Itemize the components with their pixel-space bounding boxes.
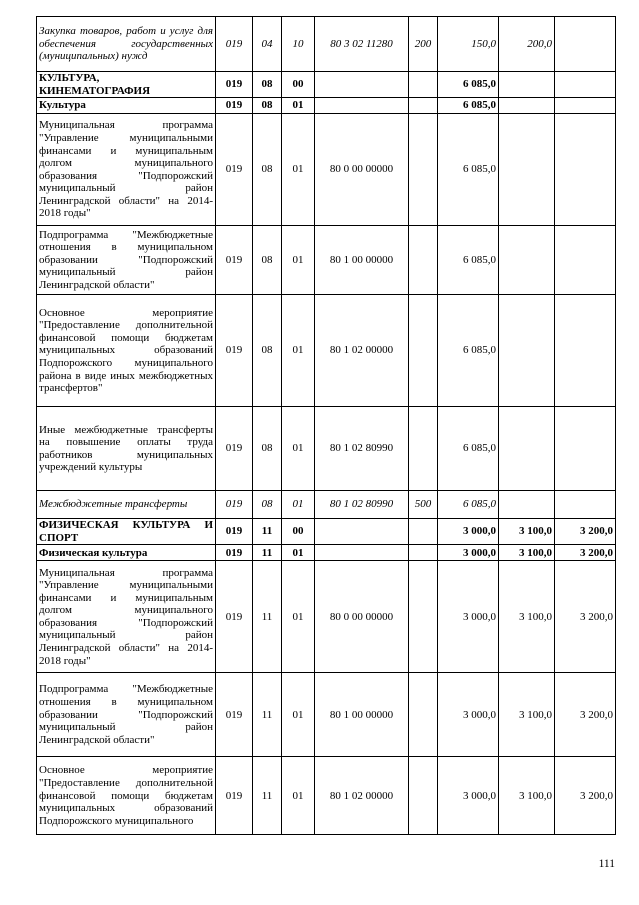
cell-y1: 6 085,0 xyxy=(438,98,499,114)
cell-name: Подпрограмма "Межбюджетные отношения в муниципальном образовании "Подпорожский муниципальный район Ленинградской области" xyxy=(37,226,216,295)
cell-vr xyxy=(409,295,438,407)
table-row xyxy=(37,491,616,519)
cell-csr xyxy=(315,519,409,545)
cell-y3 xyxy=(555,98,616,114)
cell-pr: 01 xyxy=(282,545,315,561)
table-row xyxy=(37,561,616,673)
cell-y1: 6 085,0 xyxy=(438,295,499,407)
cell-rz: 11 xyxy=(253,673,282,757)
cell-csr: 80 3 02 11280 xyxy=(315,17,409,72)
cell-vr: 200 xyxy=(409,17,438,72)
cell-y3: 3 200,0 xyxy=(555,545,616,561)
cell-pr: 01 xyxy=(282,98,315,114)
cell-y1: 150,0 xyxy=(438,17,499,72)
cell-y3 xyxy=(555,72,616,98)
cell-name: ФИЗИЧЕСКАЯ КУЛЬТУРА И СПОРТ xyxy=(37,519,216,545)
cell-y3 xyxy=(555,407,616,491)
cell-csr: 80 1 00 00000 xyxy=(315,673,409,757)
cell-y2: 3 100,0 xyxy=(499,545,555,561)
cell-y1: 6 085,0 xyxy=(438,407,499,491)
cell-rz: 08 xyxy=(253,226,282,295)
cell-y3: 3 200,0 xyxy=(555,757,616,835)
cell-name: Подпрограмма "Межбюджетные отношения в муниципальном образовании "Подпорожский муниципальный район Ленинградской области" xyxy=(37,673,216,757)
cell-csr xyxy=(315,545,409,561)
cell-csr: 80 1 00 00000 xyxy=(315,226,409,295)
cell-rz: 11 xyxy=(253,757,282,835)
cell-y3 xyxy=(555,17,616,72)
cell-y2: 3 100,0 xyxy=(499,673,555,757)
cell-y1: 6 085,0 xyxy=(438,72,499,98)
cell-gr: 019 xyxy=(216,114,253,226)
cell-y2 xyxy=(499,491,555,519)
cell-name: Закупка товаров, работ и услуг для обеспечения государственных (муниципальных) нужд xyxy=(37,17,216,72)
table-row xyxy=(37,295,616,407)
table-body xyxy=(37,17,616,835)
cell-vr xyxy=(409,561,438,673)
table-row xyxy=(37,673,616,757)
cell-pr: 01 xyxy=(282,491,315,519)
table-row xyxy=(37,17,616,72)
cell-vr: 500 xyxy=(409,491,438,519)
cell-gr: 019 xyxy=(216,72,253,98)
cell-y3 xyxy=(555,226,616,295)
cell-rz: 08 xyxy=(253,491,282,519)
cell-vr xyxy=(409,114,438,226)
cell-gr: 019 xyxy=(216,545,253,561)
cell-y1: 6 085,0 xyxy=(438,114,499,226)
cell-csr: 80 1 02 80990 xyxy=(315,491,409,519)
cell-y3 xyxy=(555,295,616,407)
table-row xyxy=(37,226,616,295)
cell-rz: 08 xyxy=(253,295,282,407)
cell-y1: 3 000,0 xyxy=(438,561,499,673)
cell-vr xyxy=(409,407,438,491)
budget-table xyxy=(36,16,616,835)
cell-y2: 3 100,0 xyxy=(499,561,555,673)
cell-pr: 01 xyxy=(282,114,315,226)
cell-rz: 11 xyxy=(253,545,282,561)
cell-name: Межбюджетные трансферты xyxy=(37,491,216,519)
cell-y3: 3 200,0 xyxy=(555,673,616,757)
cell-rz: 11 xyxy=(253,519,282,545)
cell-y1: 3 000,0 xyxy=(438,545,499,561)
cell-pr: 01 xyxy=(282,673,315,757)
cell-vr xyxy=(409,98,438,114)
cell-y2: 3 100,0 xyxy=(499,519,555,545)
cell-y2 xyxy=(499,407,555,491)
cell-y1: 6 085,0 xyxy=(438,226,499,295)
cell-csr xyxy=(315,98,409,114)
cell-rz: 11 xyxy=(253,561,282,673)
cell-vr xyxy=(409,72,438,98)
cell-gr: 019 xyxy=(216,407,253,491)
cell-gr: 019 xyxy=(216,295,253,407)
cell-name: Основное мероприятие "Предоставление дополнительной финансовой помощи бюджетам муниципальных образований Подпорожского муниципального района в виде иных межбюджетных трансфертов" xyxy=(37,295,216,407)
page-number: 111 xyxy=(598,858,615,870)
cell-y3 xyxy=(555,114,616,226)
cell-pr: 10 xyxy=(282,17,315,72)
cell-gr: 019 xyxy=(216,757,253,835)
cell-gr: 019 xyxy=(216,226,253,295)
cell-y2: 3 100,0 xyxy=(499,757,555,835)
cell-vr xyxy=(409,673,438,757)
cell-rz: 08 xyxy=(253,114,282,226)
cell-name: Иные межбюджетные трансферты на повышение оплаты труда работников муниципальных учреждений культуры xyxy=(37,407,216,491)
table-row xyxy=(37,407,616,491)
cell-vr xyxy=(409,545,438,561)
cell-y3 xyxy=(555,491,616,519)
cell-name: Физическая культура xyxy=(37,545,216,561)
cell-y2 xyxy=(499,226,555,295)
cell-gr: 019 xyxy=(216,673,253,757)
cell-name: Муниципальная программа "Управление муниципальными финансами и муниципальным долгом муниципального образования "Подпорожский муниципальный район Ленинградской области" на 2014-2018 годы" xyxy=(37,561,216,673)
cell-csr: 80 1 02 00000 xyxy=(315,757,409,835)
cell-rz: 08 xyxy=(253,72,282,98)
cell-y1: 6 085,0 xyxy=(438,491,499,519)
cell-y3: 3 200,0 xyxy=(555,561,616,673)
cell-y1: 3 000,0 xyxy=(438,757,499,835)
cell-y2 xyxy=(499,98,555,114)
cell-y2: 200,0 xyxy=(499,17,555,72)
table-row xyxy=(37,114,616,226)
cell-y1: 3 000,0 xyxy=(438,519,499,545)
table-row xyxy=(37,545,616,561)
table-row xyxy=(37,757,616,835)
cell-y3: 3 200,0 xyxy=(555,519,616,545)
cell-pr: 01 xyxy=(282,226,315,295)
cell-name: Культура xyxy=(37,98,216,114)
cell-vr xyxy=(409,757,438,835)
cell-gr: 019 xyxy=(216,519,253,545)
table-row xyxy=(37,72,616,98)
cell-name: Муниципальная программа "Управление муниципальными финансами и муниципальным долгом муниципального образования "Подпорожский муниципальный район Ленинградской области" на 2014-2018 годы" xyxy=(37,114,216,226)
cell-pr: 01 xyxy=(282,295,315,407)
cell-rz: 08 xyxy=(253,407,282,491)
cell-csr: 80 1 02 00000 xyxy=(315,295,409,407)
cell-pr: 01 xyxy=(282,757,315,835)
cell-gr: 019 xyxy=(216,491,253,519)
cell-csr: 80 0 00 00000 xyxy=(315,114,409,226)
cell-y2 xyxy=(499,72,555,98)
cell-gr: 019 xyxy=(216,98,253,114)
cell-pr: 00 xyxy=(282,519,315,545)
cell-gr: 019 xyxy=(216,561,253,673)
cell-vr xyxy=(409,519,438,545)
table-row xyxy=(37,519,616,545)
cell-vr xyxy=(409,226,438,295)
cell-pr: 00 xyxy=(282,72,315,98)
cell-pr: 01 xyxy=(282,407,315,491)
cell-y1: 3 000,0 xyxy=(438,673,499,757)
table-row xyxy=(37,98,616,114)
cell-y2 xyxy=(499,114,555,226)
cell-gr: 019 xyxy=(216,17,253,72)
cell-csr: 80 1 02 80990 xyxy=(315,407,409,491)
cell-rz: 08 xyxy=(253,98,282,114)
cell-csr: 80 0 00 00000 xyxy=(315,561,409,673)
cell-name: КУЛЬТУРА, КИНЕМАТОГРАФИЯ xyxy=(37,72,216,98)
cell-csr xyxy=(315,72,409,98)
cell-rz: 04 xyxy=(253,17,282,72)
cell-y2 xyxy=(499,295,555,407)
cell-name: Основное мероприятие "Предоставление дополнительной финансовой помощи бюджетам муниципальных образований Подпорожского муниципального xyxy=(37,757,216,835)
cell-pr: 01 xyxy=(282,561,315,673)
